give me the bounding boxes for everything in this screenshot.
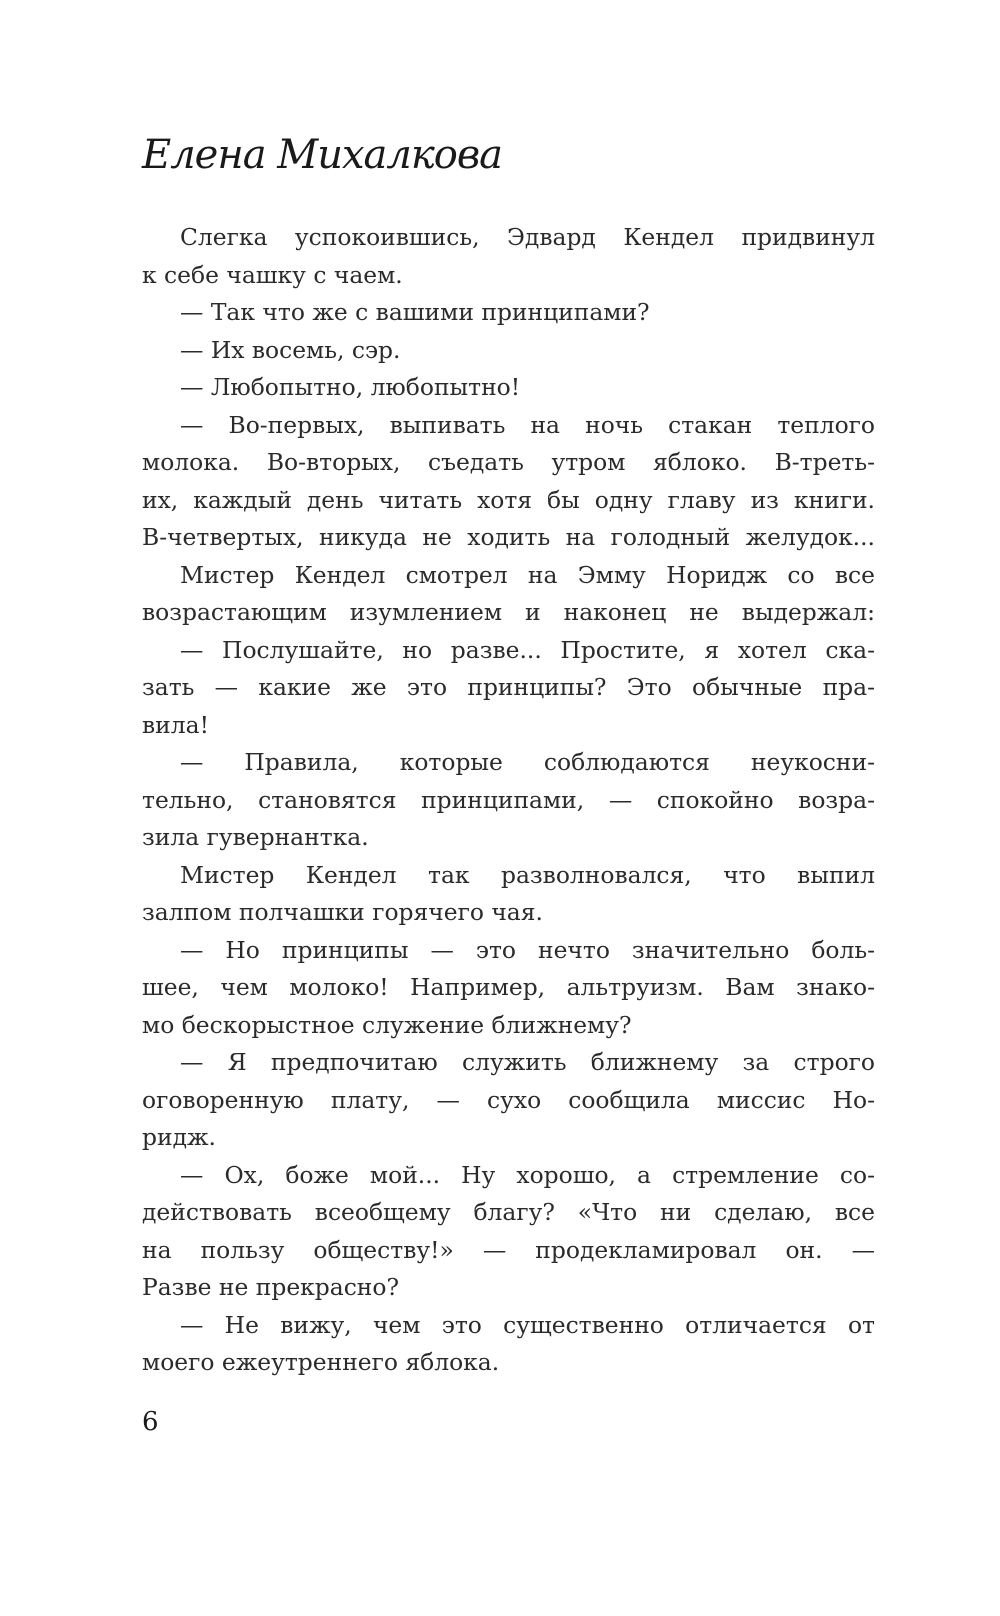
text-line: шее, чем молоко! Например, альтруизм. Вам знако- (142, 973, 875, 1001)
text-line: зать — какие же это принципы? Это обычные пра- (142, 673, 875, 701)
text-line: — Любопытно, любопытно! (180, 373, 521, 401)
text-line: — Так что же с вашими принципами? (180, 298, 650, 326)
text-line: действовать всеобщему благу? «Что ни сделаю, все (142, 1198, 875, 1226)
text-line: — Ох, боже мой... Ну хорошо, а стремление со- (180, 1160, 875, 1189)
text-line: Разве не прекрасно? (142, 1273, 400, 1301)
text-line: залпом полчашки горячего чая. (142, 898, 543, 926)
body-text (142, 219, 875, 1382)
text-line: — Их восемь, сэр. (180, 335, 401, 364)
text-line: В-четвертых, никуда не ходить на голодный желудок... (142, 523, 875, 551)
text-line: — Не вижу, чем это существенно отличается от (180, 1310, 875, 1339)
text-line: — Послушайте, но разве... Простите, я хотел ска- (180, 635, 875, 664)
text-line: — Я предпочитаю служить ближнему за строго (180, 1048, 875, 1076)
text-line: ридж. (142, 1123, 216, 1151)
text-line: Мистер Кендел смотрел на Эмму Норидж со все (180, 560, 875, 589)
running-head-author: Елена Михалкова (142, 132, 502, 178)
text-line: мо бескорыстное служение ближнему? (142, 1010, 632, 1039)
text-line: их, каждый день читать хотя бы одну главу из книги. (142, 485, 875, 514)
text-line: вила! (142, 710, 209, 739)
text-line: зила гувернантка. (142, 823, 369, 851)
text-line: — Но принципы — это нечто значительно боль- (180, 935, 875, 964)
text-line: оговоренную плату, — сухо сообщила миссис Но- (142, 1085, 875, 1114)
text-line: — Правила, которые соблюдаются неукосни- (180, 748, 875, 776)
text-line: возрастающим изумлением и наконец не выдержал: (142, 598, 875, 626)
text-line: к себе чашку с чаем. (142, 260, 403, 289)
text-line: Слегка успокоившись, Эдвард Кендел придвинул (180, 223, 875, 251)
text-line: тельно, становятся принципами, — спокойно возра- (142, 785, 875, 814)
text-line: — Во-первых, выпивать на ночь стакан теплого (180, 410, 875, 439)
text-line: молока. Во-вторых, съедать утром яблоко. В-треть- (142, 448, 875, 476)
page-number: 6 (142, 1407, 159, 1437)
text-line: моего ежеутреннего яблока. (142, 1348, 500, 1376)
text-line: на пользу обществу!» — продекламировал он. — (142, 1235, 875, 1264)
text-line: Мистер Кендел так разволновался, что выпил (180, 860, 875, 889)
